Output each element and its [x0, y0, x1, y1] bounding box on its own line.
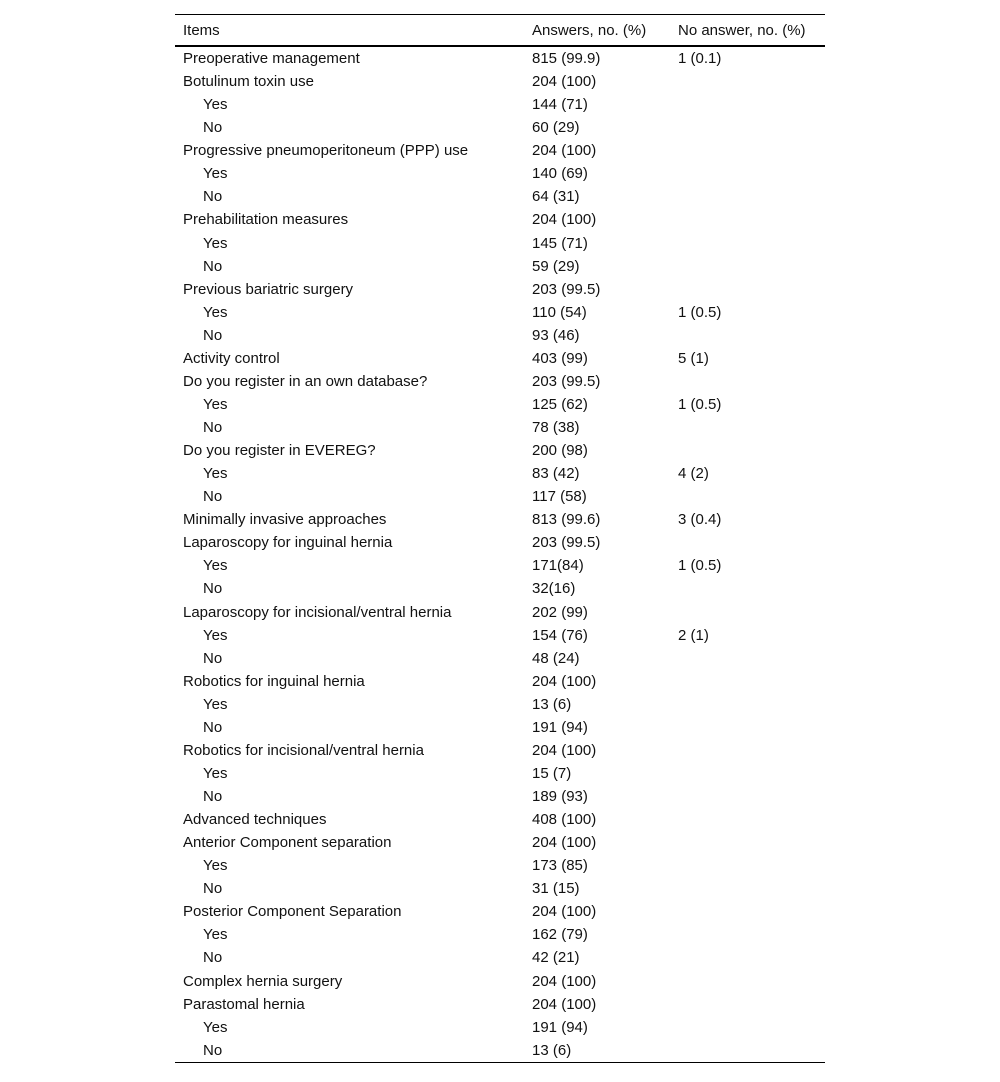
item-cell: No — [203, 420, 223, 436]
table-row — [175, 185, 825, 208]
answers-cell: 93 (46) — [532, 327, 580, 343]
answers-cell: 32(16) — [532, 581, 576, 597]
item-cell: Yes — [203, 166, 228, 182]
answers-cell: 204 (100) — [532, 835, 597, 851]
item-cell: No — [203, 950, 223, 966]
table-row — [175, 670, 825, 693]
table-row — [175, 370, 825, 393]
column-header-items: Items — [183, 22, 220, 38]
item-cell: Advanced techniques — [183, 812, 327, 828]
item-cell: Previous bariatric surgery — [183, 281, 354, 297]
table-row — [175, 531, 825, 554]
table-row — [175, 970, 825, 993]
table-header-row — [175, 15, 825, 47]
item-cell: Laparoscopy for inguinal hernia — [183, 535, 393, 551]
item-cell: No — [203, 189, 223, 205]
no-answer-cell: 1 (0.5) — [678, 558, 722, 574]
table-row — [175, 416, 825, 439]
item-cell: No — [203, 789, 223, 805]
table-row — [175, 324, 825, 347]
table-row — [175, 162, 825, 185]
table-row — [175, 946, 825, 969]
survey-results-table — [175, 14, 825, 1063]
table-row — [175, 47, 825, 70]
answers-cell: 203 (99.5) — [532, 373, 601, 389]
answers-cell: 78 (38) — [532, 420, 580, 436]
table-row — [175, 485, 825, 508]
item-cell: Do you register in EVEREG? — [183, 443, 376, 459]
answers-cell: 162 (79) — [532, 927, 588, 943]
table-row — [175, 693, 825, 716]
table-row — [175, 785, 825, 808]
item-cell: Yes — [203, 1019, 228, 1035]
no-answer-cell: 1 (0.1) — [678, 51, 722, 67]
table-row — [175, 347, 825, 370]
answers-cell: 204 (100) — [532, 904, 597, 920]
answers-cell: 204 (100) — [532, 973, 597, 989]
item-cell: Complex hernia surgery — [183, 973, 343, 989]
item-cell: Do you register in an own database? — [183, 373, 428, 389]
item-cell: Yes — [203, 304, 228, 320]
item-cell: No — [203, 719, 223, 735]
answers-cell: 204 (100) — [532, 143, 597, 159]
answers-cell: 203 (99.5) — [532, 281, 601, 297]
table-row — [175, 393, 825, 416]
item-cell: No — [203, 327, 223, 343]
item-cell: No — [203, 650, 223, 666]
item-cell: Yes — [203, 558, 228, 574]
answers-cell: 189 (93) — [532, 789, 588, 805]
answers-cell: 125 (62) — [532, 396, 588, 412]
item-cell: Laparoscopy for incisional/ventral hernia — [183, 604, 452, 620]
item-cell: Robotics for inguinal hernia — [183, 673, 365, 689]
column-header-no-answer: No answer, no. (%) — [678, 22, 806, 38]
answers-cell: 145 (71) — [532, 235, 588, 251]
answers-cell: 204 (100) — [532, 212, 597, 228]
answers-cell: 48 (24) — [532, 650, 580, 666]
answers-cell: 813 (99.6) — [532, 512, 601, 528]
table-body — [175, 47, 825, 1062]
answers-cell: 60 (29) — [532, 120, 580, 136]
table-row — [175, 808, 825, 831]
item-cell: Anterior Component separation — [183, 835, 392, 851]
no-answer-cell: 1 (0.5) — [678, 304, 722, 320]
table-row — [175, 70, 825, 93]
answers-cell: 202 (99) — [532, 604, 588, 620]
answers-cell: 154 (76) — [532, 627, 588, 643]
answers-cell: 15 (7) — [532, 765, 572, 781]
item-cell: Parastomal hernia — [183, 996, 305, 1012]
item-cell: Yes — [203, 696, 228, 712]
table-row — [175, 116, 825, 139]
item-cell: Yes — [203, 627, 228, 643]
table-row — [175, 554, 825, 577]
answers-cell: 144 (71) — [532, 97, 588, 113]
table-row — [175, 923, 825, 946]
answers-cell: 59 (29) — [532, 258, 580, 274]
item-cell: Minimally invasive approaches — [183, 512, 387, 528]
table-row — [175, 508, 825, 531]
item-cell: No — [203, 258, 223, 274]
item-cell: Posterior Component Separation — [183, 904, 402, 920]
answers-cell: 42 (21) — [532, 950, 580, 966]
answers-cell: 815 (99.9) — [532, 51, 601, 67]
item-cell: Botulinum toxin use — [183, 74, 314, 90]
table-row — [175, 278, 825, 301]
table-row — [175, 716, 825, 739]
item-cell: Yes — [203, 858, 228, 874]
item-cell: Yes — [203, 466, 228, 482]
item-cell: Yes — [203, 396, 228, 412]
answers-cell: 171(84) — [532, 558, 584, 574]
answers-cell: 191 (94) — [532, 719, 588, 735]
item-cell: No — [203, 881, 223, 897]
item-cell: Prehabilitation measures — [183, 212, 349, 228]
no-answer-cell: 2 (1) — [678, 627, 709, 643]
table-row — [175, 1016, 825, 1039]
table-row — [175, 601, 825, 624]
answers-cell: 408 (100) — [532, 812, 597, 828]
answers-cell: 13 (6) — [532, 696, 572, 712]
item-cell: Yes — [203, 765, 228, 781]
answers-cell: 110 (54) — [532, 304, 587, 320]
table-row — [175, 854, 825, 877]
no-answer-cell: 3 (0.4) — [678, 512, 722, 528]
answers-cell: 403 (99) — [532, 350, 588, 366]
table-row — [175, 900, 825, 923]
table-row — [175, 439, 825, 462]
no-answer-cell: 4 (2) — [678, 466, 709, 482]
item-cell: No — [203, 120, 223, 136]
item-cell: Preoperative management — [183, 51, 360, 67]
item-cell: No — [203, 1042, 223, 1058]
table-row — [175, 762, 825, 785]
answers-cell: 140 (69) — [532, 166, 588, 182]
answers-cell: 204 (100) — [532, 74, 597, 90]
table-row — [175, 462, 825, 485]
answers-cell: 173 (85) — [532, 858, 588, 874]
item-cell: Robotics for incisional/ventral hernia — [183, 742, 424, 758]
table-row — [175, 208, 825, 231]
column-header-answers: Answers, no. (%) — [532, 22, 647, 38]
table-row — [175, 831, 825, 854]
table-row — [175, 577, 825, 600]
table-row — [175, 1039, 825, 1062]
answers-cell: 83 (42) — [532, 466, 580, 482]
item-cell: Yes — [203, 97, 228, 113]
table-row — [175, 647, 825, 670]
table-row — [175, 255, 825, 278]
item-cell: No — [203, 581, 223, 597]
no-answer-cell: 5 (1) — [678, 350, 709, 366]
item-cell: Yes — [203, 235, 228, 251]
answers-cell: 117 (58) — [532, 489, 587, 505]
table-row — [175, 301, 825, 324]
table-row — [175, 232, 825, 255]
table-row — [175, 877, 825, 900]
item-cell: No — [203, 489, 223, 505]
answers-cell: 64 (31) — [532, 189, 580, 205]
answers-cell: 191 (94) — [532, 1019, 588, 1035]
table-row — [175, 139, 825, 162]
no-answer-cell: 1 (0.5) — [678, 396, 722, 412]
table-row — [175, 624, 825, 647]
table-row — [175, 93, 825, 116]
table-row — [175, 993, 825, 1016]
answers-cell: 204 (100) — [532, 996, 597, 1012]
answers-cell: 200 (98) — [532, 443, 588, 459]
answers-cell: 204 (100) — [532, 673, 597, 689]
table-row — [175, 739, 825, 762]
answers-cell: 31 (15) — [532, 881, 580, 897]
answers-cell: 203 (99.5) — [532, 535, 601, 551]
item-cell: Progressive pneumoperitoneum (PPP) use — [183, 143, 469, 159]
answers-cell: 13 (6) — [532, 1042, 572, 1058]
item-cell: Yes — [203, 927, 228, 943]
item-cell: Activity control — [183, 350, 280, 366]
answers-cell: 204 (100) — [532, 742, 597, 758]
